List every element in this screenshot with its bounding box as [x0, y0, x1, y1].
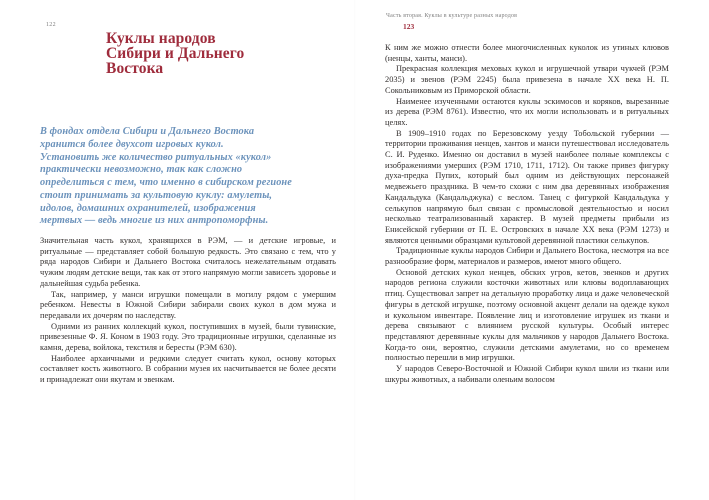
running-head: Часть вторая. Куклы в культуре разных народов — [386, 13, 518, 19]
right-page-body — [385, 43, 669, 386]
left-page-body — [40, 236, 336, 386]
lead-line: Установить же количество ритуальных «кукол» — [40, 151, 272, 163]
lead-paragraph — [40, 126, 292, 228]
lead-line: практически невозможно, так как сложно — [40, 164, 243, 176]
lead-line: стоит принимать за культовую куклу: амулеты, — [40, 189, 273, 201]
body-paragraph: Значительная часть кукол, хранящихся в РЭМ, — и детские игровые, и ритуальные — представляет собой большую редкость. Это связано с тем, что у ряда народов Сибири и Дальнего Востока считалось нежелательным отдавать чужим людям детские вещи, так как от этого напрямую могли зависеть здоровье и дальнейшая судьба ребенка. — [40, 236, 336, 288]
chapter-title-line: Куклы народов — [106, 30, 216, 47]
body-paragraph: Основой детских кукол ненцев, обских угров, кетов, эвенков и других народов региона служили косточки животных или клювы водоплавающих птиц. Существовал запрет на детальную проработку лица и даже человеческой фигуры в детской игрушке, поэтому основной акцент делали на одежде кукол и кукольном инвентаре. Появление лиц и изготовление игрушек из ткани и дерева связывают с влиянием русской культуры. Особый интерес представляют деревянные куклы для мальчиков у народов Дальнего Востока. Когда-то они, вероятно, служили детскими амулетами, но со временем полностью перешли в мир игрушки. — [385, 267, 669, 363]
page-number-right: 123 — [403, 22, 415, 31]
lead-line: В фондах отдела Сибири и Дальнего Востока — [40, 126, 255, 137]
lead-line: идолов, домашних охранителей, изображения — [40, 202, 256, 214]
lead-line: мертвых — ведь многие из них антропоморфны. — [40, 215, 269, 227]
page-number-left: 122 — [46, 22, 56, 28]
body-paragraph: Прекрасная коллекция меховых кукол и игрушечной утвари чукчей (РЭМ 2035) и эвенов (РЭМ 2245) была привезена в начале XX века Н. П. Сокольниковым из Приморской области. — [385, 64, 669, 95]
body-paragraph: Наименее изученными остаются куклы эскимосов и коряков, вырезанные из дерева (РЭМ 8761). Известно, что их могли использовать и в ритуальных целях. — [385, 96, 669, 127]
body-paragraph: В 1909–1910 годах по Березовскому уезду Тобольской губернии — территории проживания ненцев, хантов и манси путешествовал исследователь С. И. Руденко. Именно он доставил в музей наиболее полные комплексы с изображениями умерших (РЭМ 1710, 1711, 1712). Он также привез фигурку духа-предка Пупих, который был одним из действующих персонажей медвежьего праздника. В чем-то схожи с ним два деревянных изображения Кандальдука (Кандальджука) с веслом. Танец с фигуркой Кандальдука у селькупов напрямую был связан с промысловой деятельностью и носил несколько театрализованный характер. В музей предметы прибыли из Енисейской губернии от П. Е. Островских в начале XX века (РЭМ 1273) и являются ценными образцами культовой деревянной пластики селькупов. — [385, 128, 669, 245]
body-paragraph: Одними из ранних коллекций кукол, поступивших в музей, были тувинские, привезенные Ф. Я. Коном в 1903 году. Это традиционные игрушки, сделанные из камня, дерева, войлока, текстиля и бересты (РЭМ 630). — [40, 321, 336, 353]
chapter-title — [106, 31, 244, 76]
chapter-title-line: Сибири и Дальнего — [106, 45, 245, 62]
body-paragraph: Так, например, у манси игрушки помещали в могилу рядом с умершим ребенком. Невесты в Южной Сибири забирали своих кукол в дом мужа и передавали их дочерям по наследству. — [40, 289, 336, 320]
body-paragraph: Традиционные куклы народов Сибири и Дальнего Востока, несмотря на все разнообразие форм, материалов и размеров, имеют много общего. — [385, 246, 669, 267]
body-paragraph: У народов Северо-Восточной и Южной Сибири кукол шили из ткани или шкуры животных, а набивали оленьим волосом — [385, 364, 669, 384]
page-gutter — [354, 0, 356, 500]
lead-line: хранится более двухсот игровых кукол. — [40, 138, 224, 150]
body-paragraph: К ним же можно отнести более многочисленных куколок из утиных клювов (ненцы, ханты, манси). — [385, 43, 669, 63]
lead-line: определиться с тем, что именно в сибирском регионе — [40, 177, 292, 188]
body-paragraph: Наиболее архаичными и редкими следует считать кукол, основу которых составляет кость животного. В собрании музея их насчитывается не более десяти и принадлежат они якутам и эвенкам. — [40, 353, 336, 385]
chapter-title-line: Востока — [106, 60, 164, 77]
